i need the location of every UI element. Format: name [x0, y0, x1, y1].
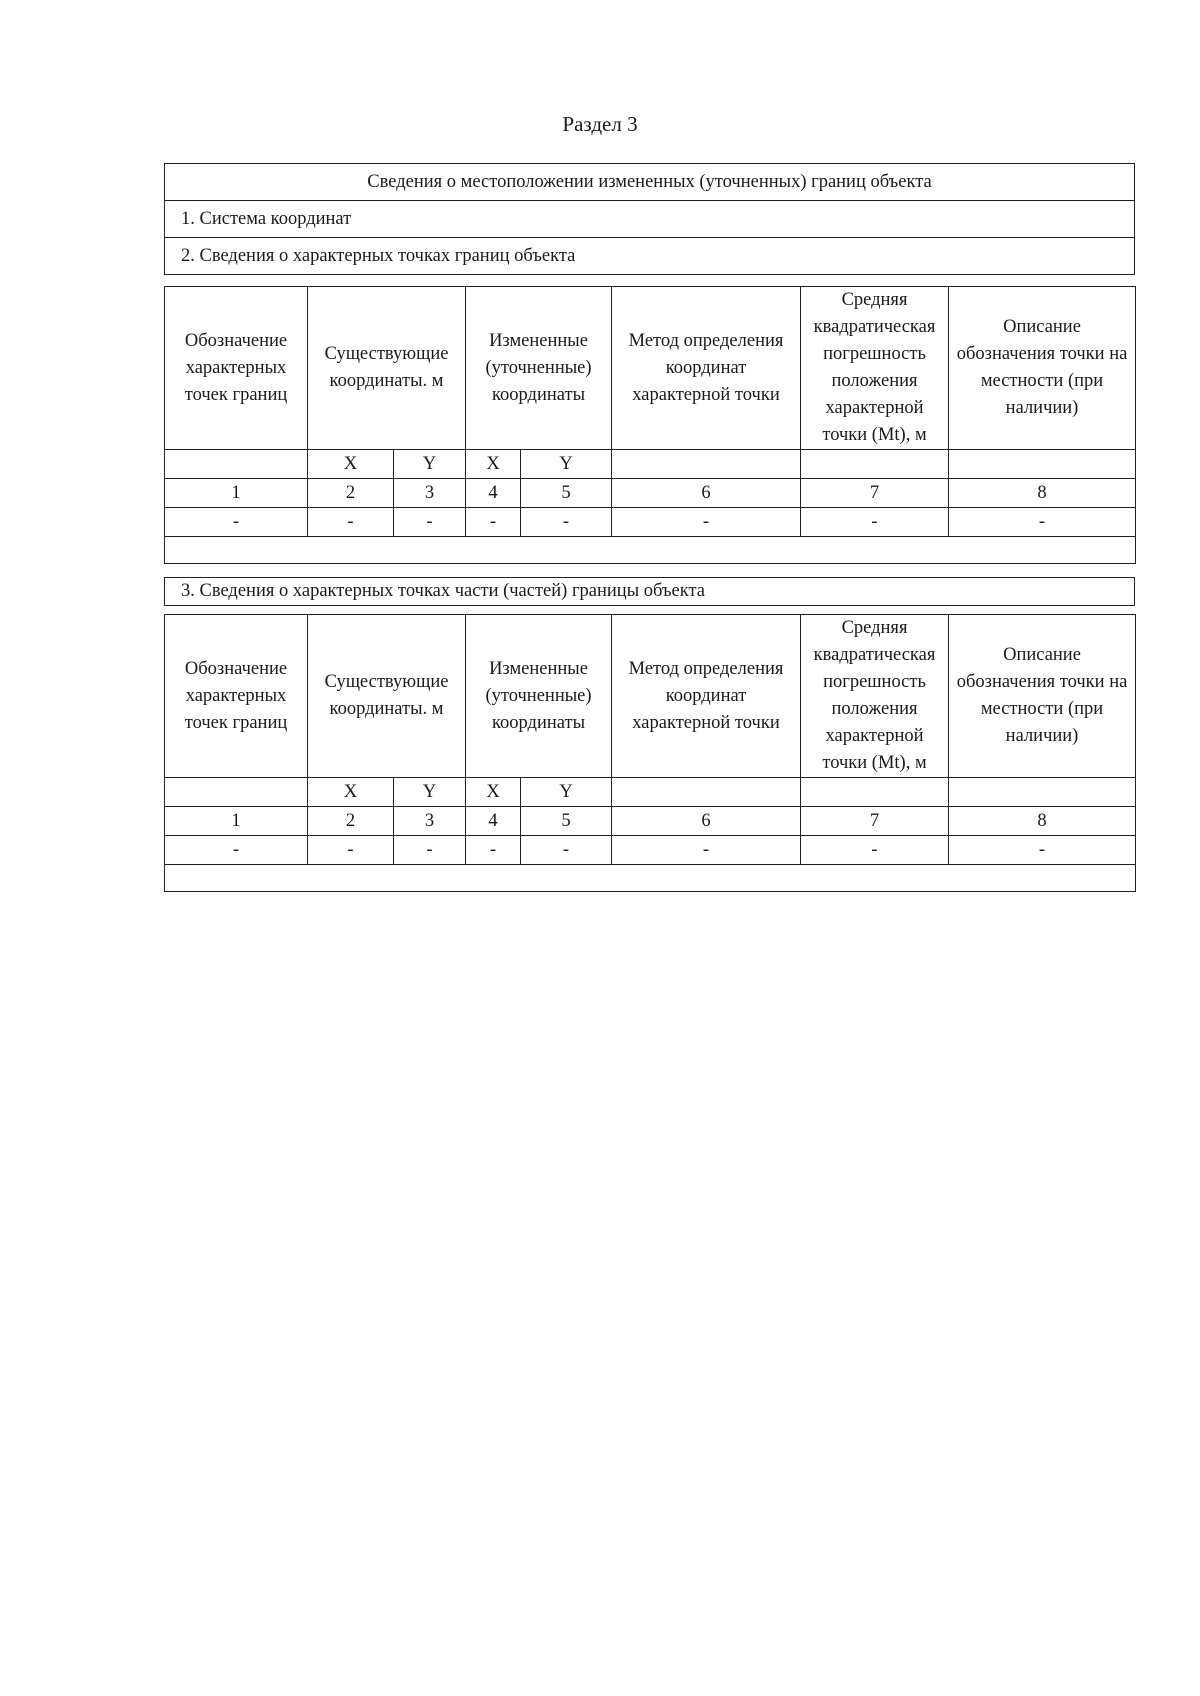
- column-number: 7: [801, 479, 949, 508]
- x-label: X: [308, 450, 394, 479]
- col-method: Метод определения координат характерной точки: [612, 615, 801, 778]
- cell-dash: -: [801, 508, 949, 537]
- column-number: 6: [612, 807, 801, 836]
- cell-dash: -: [466, 836, 521, 865]
- boundary-points-table: [164, 286, 1136, 564]
- cell-dash: -: [949, 508, 1136, 537]
- table-row: [165, 508, 1136, 537]
- column-number-row: [165, 479, 1136, 508]
- header-title: Сведения о местоположении измененных (уточненных) границ объекта: [165, 164, 1135, 201]
- cell-dash: -: [165, 508, 308, 537]
- y-label: Y: [394, 778, 466, 807]
- column-number-row: [165, 807, 1136, 836]
- header-boundary-points: 2. Сведения о характерных точках границ объекта: [165, 238, 1135, 275]
- column-number: 2: [308, 807, 394, 836]
- col-mean-error: Средняя квадратическая погрешность положения характерной точки (Mt), м: [801, 615, 949, 778]
- col-point-designation: Обозначение характерных точек границ: [165, 615, 308, 778]
- column-number: 5: [521, 807, 612, 836]
- column-number: 3: [394, 479, 466, 508]
- x-label: X: [466, 778, 521, 807]
- cell-dash: -: [165, 836, 308, 865]
- column-number: 1: [165, 807, 308, 836]
- column-number: 4: [466, 807, 521, 836]
- col-changed-coordinates: Измененные (уточненные) координаты: [466, 287, 612, 450]
- cell-dash: -: [394, 508, 466, 537]
- part-boundary-title: 3. Сведения о характерных точках части (частей) границы объекта: [165, 578, 1135, 606]
- header-coordinate-system: 1. Система координат: [165, 201, 1135, 238]
- cell-dash: -: [521, 836, 612, 865]
- column-number: 2: [308, 479, 394, 508]
- x-label: X: [308, 778, 394, 807]
- cell-dash: -: [949, 836, 1136, 865]
- column-number: 6: [612, 479, 801, 508]
- cell-dash: -: [308, 508, 394, 537]
- col-method: Метод определения координат характерной точки: [612, 287, 801, 450]
- xy-row: [165, 450, 1136, 479]
- column-number: 5: [521, 479, 612, 508]
- section-header-table: [164, 163, 1135, 275]
- xy-row: [165, 778, 1136, 807]
- cell-dash: -: [612, 836, 801, 865]
- part-boundary-header: [164, 577, 1135, 606]
- part-boundary-points-table: [164, 614, 1136, 892]
- empty-row: [165, 537, 1136, 564]
- col-mean-error: Средняя квадратическая погрешность положения характерной точки (Mt), м: [801, 287, 949, 450]
- column-number: 4: [466, 479, 521, 508]
- table-row: [165, 836, 1136, 865]
- column-number: 1: [165, 479, 308, 508]
- section-title: Раздел 3: [562, 112, 638, 136]
- col-existing-coordinates: Существующие координаты. м: [308, 615, 466, 778]
- cell-dash: -: [612, 508, 801, 537]
- col-changed-coordinates: Измененные (уточненные) координаты: [466, 615, 612, 778]
- x-label: X: [466, 450, 521, 479]
- column-number: 7: [801, 807, 949, 836]
- cell-dash: -: [801, 836, 949, 865]
- cell-dash: -: [521, 508, 612, 537]
- cell-dash: -: [308, 836, 394, 865]
- column-number: 8: [949, 807, 1136, 836]
- col-existing-coordinates: Существующие координаты. м: [308, 287, 466, 450]
- empty-row: [165, 865, 1136, 892]
- col-description: Описание обозначения точки на местности (при наличии): [949, 615, 1136, 778]
- y-label: Y: [521, 450, 612, 479]
- col-description: Описание обозначения точки на местности (при наличии): [949, 287, 1136, 450]
- y-label: Y: [521, 778, 612, 807]
- column-number: 8: [949, 479, 1136, 508]
- cell-dash: -: [394, 836, 466, 865]
- column-number: 3: [394, 807, 466, 836]
- y-label: Y: [394, 450, 466, 479]
- col-point-designation: Обозначение характерных точек границ: [165, 287, 308, 450]
- cell-dash: -: [466, 508, 521, 537]
